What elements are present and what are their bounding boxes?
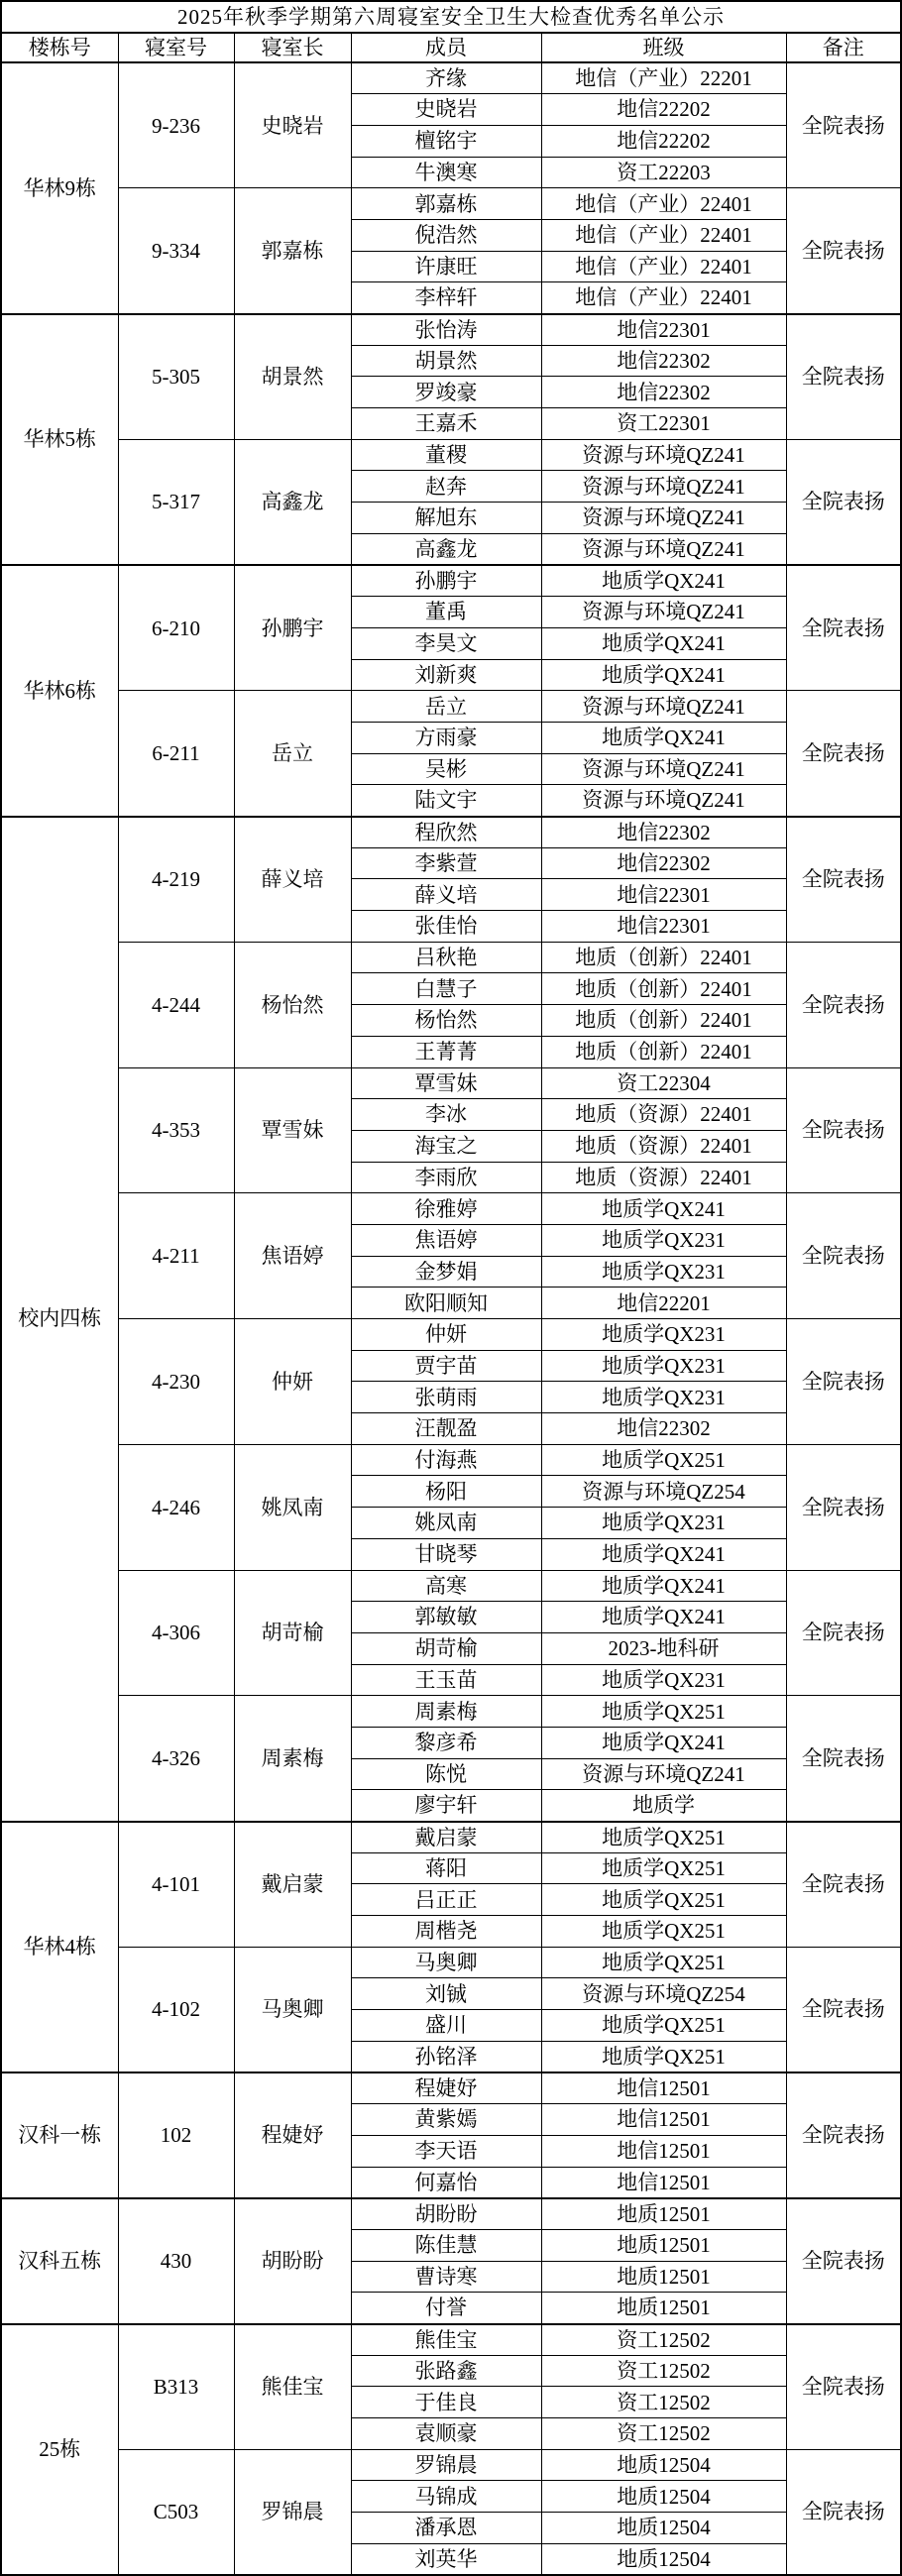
remark-cell: 全院表扬 bbox=[786, 2324, 901, 2450]
room-cell: 6-211 bbox=[118, 691, 234, 817]
room-cell: 4-211 bbox=[118, 1193, 234, 1319]
column-header-building: 楼栋号 bbox=[1, 33, 118, 62]
member-class-cell: 地质学QX251 bbox=[541, 1916, 786, 1948]
remark-cell: 全院表扬 bbox=[786, 314, 901, 440]
member-name-cell: 刘铖 bbox=[351, 1978, 541, 2010]
table-row bbox=[1, 62, 901, 94]
member-class-cell: 资工22301 bbox=[541, 408, 786, 440]
member-class-cell: 资源与环境QZ241 bbox=[541, 785, 786, 817]
member-name-cell: 胡苛榆 bbox=[351, 1632, 541, 1664]
member-name-cell: 海宝之 bbox=[351, 1130, 541, 1162]
member-name-cell: 刘新爽 bbox=[351, 659, 541, 691]
member-class-cell: 地质学QX241 bbox=[541, 1602, 786, 1633]
member-class-cell: 资工12502 bbox=[541, 2324, 786, 2356]
member-class-cell: 地信12501 bbox=[541, 2104, 786, 2136]
member-class-cell: 资源与环境QZ241 bbox=[541, 691, 786, 723]
table-row bbox=[1, 314, 901, 346]
member-name-cell: 程婕妤 bbox=[351, 2072, 541, 2104]
member-class-cell: 地质12504 bbox=[541, 2513, 786, 2544]
member-class-cell: 地质学QX241 bbox=[541, 1727, 786, 1758]
member-name-cell: 付誉 bbox=[351, 2293, 541, 2324]
member-name-cell: 何嘉怡 bbox=[351, 2167, 541, 2198]
member-name-cell: 甘晓琴 bbox=[351, 1538, 541, 1570]
page-title: 2025年秋季学期第六周寝室安全卫生大检查优秀名单公示 bbox=[1, 1, 901, 33]
member-class-cell: 地质学QX231 bbox=[541, 1508, 786, 1539]
member-name-cell: 盛川 bbox=[351, 2010, 541, 2042]
member-name-cell: 孙铭泽 bbox=[351, 2041, 541, 2072]
remark-cell: 全院表扬 bbox=[786, 817, 901, 943]
member-name-cell: 李梓轩 bbox=[351, 282, 541, 314]
room-cell: 4-102 bbox=[118, 1947, 234, 2072]
member-class-cell: 地质（创新）22401 bbox=[541, 1005, 786, 1037]
member-class-cell: 资源与环境QZ254 bbox=[541, 1978, 786, 2010]
table-row bbox=[1, 817, 901, 848]
column-header-class: 班级 bbox=[541, 33, 786, 62]
member-name-cell: 于佳良 bbox=[351, 2387, 541, 2418]
member-name-cell: 李天语 bbox=[351, 2135, 541, 2167]
member-name-cell: 黎彦希 bbox=[351, 1727, 541, 1758]
member-class-cell: 地信22202 bbox=[541, 125, 786, 157]
building-cell: 华林9栋 bbox=[1, 62, 118, 314]
member-name-cell: 许康旺 bbox=[351, 251, 541, 282]
member-class-cell: 地信22201 bbox=[541, 1288, 786, 1319]
member-class-cell: 地信（产业）22201 bbox=[541, 62, 786, 94]
member-name-cell: 张佳怡 bbox=[351, 911, 541, 943]
member-class-cell: 地质学QX231 bbox=[541, 1319, 786, 1351]
member-name-cell: 周素梅 bbox=[351, 1696, 541, 1728]
remark-cell: 全院表扬 bbox=[786, 565, 901, 691]
member-name-cell: 周楷尧 bbox=[351, 1916, 541, 1948]
member-class-cell: 地质学QX241 bbox=[541, 659, 786, 691]
member-name-cell: 高寒 bbox=[351, 1570, 541, 1602]
remark-cell: 全院表扬 bbox=[786, 2449, 901, 2575]
room-cell: 430 bbox=[118, 2198, 234, 2324]
remark-cell: 全院表扬 bbox=[786, 188, 901, 314]
member-class-cell: 资工22304 bbox=[541, 1067, 786, 1099]
member-name-cell: 吕秋艳 bbox=[351, 942, 541, 973]
member-class-cell: 地信（产业）22401 bbox=[541, 219, 786, 251]
member-class-cell: 地质学QX251 bbox=[541, 1884, 786, 1916]
member-name-cell: 徐雅婷 bbox=[351, 1193, 541, 1225]
table-row bbox=[1, 1444, 901, 1476]
leader-cell: 周素梅 bbox=[234, 1696, 351, 1822]
member-class-cell: 地质12504 bbox=[541, 2449, 786, 2481]
column-header-room: 寝室号 bbox=[118, 33, 234, 62]
member-name-cell: 蒋阳 bbox=[351, 1852, 541, 1884]
room-cell: 5-305 bbox=[118, 314, 234, 440]
member-class-cell: 地信22302 bbox=[541, 345, 786, 377]
member-name-cell: 王玉苗 bbox=[351, 1664, 541, 1696]
member-class-cell: 地信22302 bbox=[541, 377, 786, 408]
leader-cell: 熊佳宝 bbox=[234, 2324, 351, 2450]
member-name-cell: 董禹 bbox=[351, 597, 541, 628]
room-cell: 4-246 bbox=[118, 1444, 234, 1570]
member-class-cell: 资源与环境QZ241 bbox=[541, 533, 786, 565]
room-cell: B313 bbox=[118, 2324, 234, 2450]
member-name-cell: 杨阳 bbox=[351, 1476, 541, 1508]
member-class-cell: 地质（创新）22401 bbox=[541, 973, 786, 1005]
member-class-cell: 2023-地科研 bbox=[541, 1632, 786, 1664]
member-class-cell: 地质12501 bbox=[541, 2229, 786, 2261]
leader-cell: 姚凤南 bbox=[234, 1444, 351, 1570]
table-row bbox=[1, 1696, 901, 1728]
leader-cell: 郭嘉栋 bbox=[234, 188, 351, 314]
remark-cell: 全院表扬 bbox=[786, 1319, 901, 1445]
leader-cell: 高鑫龙 bbox=[234, 439, 351, 565]
member-name-cell: 孙鹏宇 bbox=[351, 565, 541, 597]
member-class-cell: 地质学QX231 bbox=[541, 1256, 786, 1288]
member-name-cell: 廖宇轩 bbox=[351, 1790, 541, 1822]
member-name-cell: 檀铭宇 bbox=[351, 125, 541, 157]
table-row bbox=[1, 1822, 901, 1853]
member-class-cell: 地质学QX241 bbox=[541, 1570, 786, 1602]
room-cell: 4-326 bbox=[118, 1696, 234, 1822]
table-row bbox=[1, 942, 901, 973]
remark-cell: 全院表扬 bbox=[786, 1444, 901, 1570]
member-name-cell: 李雨欣 bbox=[351, 1162, 541, 1193]
member-class-cell: 地质学QX251 bbox=[541, 1947, 786, 1978]
leader-cell: 孙鹏宇 bbox=[234, 565, 351, 691]
column-header-member: 成员 bbox=[351, 33, 541, 62]
member-name-cell: 李冰 bbox=[351, 1099, 541, 1131]
room-cell: 9-236 bbox=[118, 62, 234, 188]
member-name-cell: 姚凤南 bbox=[351, 1508, 541, 1539]
table-row bbox=[1, 565, 901, 597]
member-name-cell: 程欣然 bbox=[351, 817, 541, 848]
member-class-cell: 资工12502 bbox=[541, 2387, 786, 2418]
table-row bbox=[1, 439, 901, 471]
leader-cell: 覃雪妹 bbox=[234, 1067, 351, 1193]
table-row bbox=[1, 1947, 901, 1978]
leader-cell: 岳立 bbox=[234, 691, 351, 817]
leader-cell: 胡景然 bbox=[234, 314, 351, 440]
member-name-cell: 齐缘 bbox=[351, 62, 541, 94]
room-cell: 102 bbox=[118, 2072, 234, 2198]
member-class-cell: 地质学QX251 bbox=[541, 1822, 786, 1853]
member-name-cell: 胡盼盼 bbox=[351, 2198, 541, 2230]
member-class-cell: 地质（创新）22401 bbox=[541, 942, 786, 973]
member-name-cell: 曹诗寒 bbox=[351, 2261, 541, 2293]
member-class-cell: 地信12501 bbox=[541, 2167, 786, 2198]
member-name-cell: 杨怡然 bbox=[351, 1005, 541, 1037]
member-name-cell: 仲妍 bbox=[351, 1319, 541, 1351]
room-cell: 4-306 bbox=[118, 1570, 234, 1696]
leader-cell: 罗锦晨 bbox=[234, 2449, 351, 2575]
member-class-cell: 地质（资源）22401 bbox=[541, 1099, 786, 1131]
member-name-cell: 赵奔 bbox=[351, 471, 541, 503]
member-class-cell: 地信（产业）22401 bbox=[541, 188, 786, 220]
column-header-remark: 备注 bbox=[786, 33, 901, 62]
remark-cell: 全院表扬 bbox=[786, 62, 901, 188]
member-class-cell: 地质学QX251 bbox=[541, 2010, 786, 2042]
member-class-cell: 地信（产业）22401 bbox=[541, 251, 786, 282]
member-name-cell: 史晓岩 bbox=[351, 94, 541, 126]
member-name-cell: 陈佳慧 bbox=[351, 2229, 541, 2261]
member-name-cell: 郭敏敏 bbox=[351, 1602, 541, 1633]
room-cell: 4-101 bbox=[118, 1822, 234, 1948]
member-name-cell: 熊佳宝 bbox=[351, 2324, 541, 2356]
member-name-cell: 金梦娟 bbox=[351, 1256, 541, 1288]
member-name-cell: 焦语婷 bbox=[351, 1224, 541, 1256]
member-class-cell: 资工12502 bbox=[541, 2418, 786, 2450]
member-class-cell: 资工12502 bbox=[541, 2355, 786, 2387]
table-row bbox=[1, 2198, 901, 2230]
table-row bbox=[1, 1319, 901, 1351]
member-class-cell: 地质学QX251 bbox=[541, 1444, 786, 1476]
member-class-cell: 地质12501 bbox=[541, 2198, 786, 2230]
table-row bbox=[1, 1067, 901, 1099]
member-class-cell: 资源与环境QZ254 bbox=[541, 1476, 786, 1508]
member-class-cell: 资源与环境QZ241 bbox=[541, 503, 786, 534]
member-name-cell: 袁顺豪 bbox=[351, 2418, 541, 2450]
remark-cell: 全院表扬 bbox=[786, 2198, 901, 2324]
room-cell: 4-230 bbox=[118, 1319, 234, 1445]
member-name-cell: 岳立 bbox=[351, 691, 541, 723]
remark-cell: 全院表扬 bbox=[786, 1947, 901, 2072]
room-cell: 4-219 bbox=[118, 817, 234, 943]
member-class-cell: 地信22302 bbox=[541, 847, 786, 879]
member-name-cell: 胡景然 bbox=[351, 345, 541, 377]
remark-cell: 全院表扬 bbox=[786, 1822, 901, 1948]
title-row bbox=[1, 1, 901, 33]
member-class-cell: 地质学QX231 bbox=[541, 1664, 786, 1696]
member-name-cell: 李昊文 bbox=[351, 627, 541, 659]
table-row bbox=[1, 2324, 901, 2356]
member-name-cell: 方雨豪 bbox=[351, 722, 541, 753]
leader-cell: 杨怡然 bbox=[234, 942, 351, 1067]
remark-cell: 全院表扬 bbox=[786, 1570, 901, 1696]
table-row bbox=[1, 188, 901, 220]
room-cell: 4-353 bbox=[118, 1067, 234, 1193]
leader-cell: 胡盼盼 bbox=[234, 2198, 351, 2324]
member-class-cell: 资工22203 bbox=[541, 157, 786, 188]
member-class-cell: 资源与环境QZ241 bbox=[541, 471, 786, 503]
member-name-cell: 戴启蒙 bbox=[351, 1822, 541, 1853]
member-name-cell: 覃雪妹 bbox=[351, 1067, 541, 1099]
member-class-cell: 地质学QX241 bbox=[541, 1538, 786, 1570]
member-class-cell: 地质12504 bbox=[541, 2481, 786, 2513]
member-name-cell: 郭嘉栋 bbox=[351, 188, 541, 220]
member-name-cell: 解旭东 bbox=[351, 503, 541, 534]
member-class-cell: 地质学QX231 bbox=[541, 1382, 786, 1413]
member-name-cell: 刘英华 bbox=[351, 2543, 541, 2575]
member-name-cell: 薛义培 bbox=[351, 879, 541, 911]
table-row bbox=[1, 1570, 901, 1602]
leader-cell: 薛义培 bbox=[234, 817, 351, 943]
table-row bbox=[1, 2072, 901, 2104]
member-class-cell: 地质学QX241 bbox=[541, 722, 786, 753]
member-class-cell: 地质（资源）22401 bbox=[541, 1162, 786, 1193]
member-name-cell: 罗锦晨 bbox=[351, 2449, 541, 2481]
member-class-cell: 地质学QX251 bbox=[541, 2041, 786, 2072]
member-class-cell: 地信22302 bbox=[541, 817, 786, 848]
member-class-cell: 地质（创新）22401 bbox=[541, 1036, 786, 1067]
member-name-cell: 吴彬 bbox=[351, 753, 541, 785]
remark-cell: 全院表扬 bbox=[786, 1067, 901, 1193]
member-class-cell: 资源与环境QZ241 bbox=[541, 439, 786, 471]
member-name-cell: 黄紫嫣 bbox=[351, 2104, 541, 2136]
room-cell: 4-244 bbox=[118, 942, 234, 1067]
member-class-cell: 地信22301 bbox=[541, 314, 786, 346]
member-name-cell: 陆文宇 bbox=[351, 785, 541, 817]
member-class-cell: 资源与环境QZ241 bbox=[541, 597, 786, 628]
column-header-leader: 寝室长 bbox=[234, 33, 351, 62]
member-class-cell: 地质学QX231 bbox=[541, 1224, 786, 1256]
table-row bbox=[1, 2449, 901, 2481]
member-name-cell: 罗竣豪 bbox=[351, 377, 541, 408]
member-name-cell: 欧阳顺知 bbox=[351, 1288, 541, 1319]
member-class-cell: 地质学QX251 bbox=[541, 1852, 786, 1884]
table-row bbox=[1, 691, 901, 723]
member-name-cell: 张路鑫 bbox=[351, 2355, 541, 2387]
room-cell: 9-334 bbox=[118, 188, 234, 314]
remark-cell: 全院表扬 bbox=[786, 439, 901, 565]
member-class-cell: 地质学QX251 bbox=[541, 1696, 786, 1728]
member-name-cell: 付海燕 bbox=[351, 1444, 541, 1476]
member-name-cell: 白慧子 bbox=[351, 973, 541, 1005]
member-name-cell: 马奥卿 bbox=[351, 1947, 541, 1978]
leader-cell: 焦语婷 bbox=[234, 1193, 351, 1319]
room-cell: C503 bbox=[118, 2449, 234, 2575]
building-cell: 校内四栋 bbox=[1, 817, 118, 1822]
member-class-cell: 地信22301 bbox=[541, 879, 786, 911]
leader-cell: 程婕妤 bbox=[234, 2072, 351, 2198]
leader-cell: 仲妍 bbox=[234, 1319, 351, 1445]
building-cell: 汉科一栋 bbox=[1, 2072, 118, 2198]
remark-cell: 全院表扬 bbox=[786, 2072, 901, 2198]
member-name-cell: 潘承恩 bbox=[351, 2513, 541, 2544]
remark-cell: 全院表扬 bbox=[786, 942, 901, 1067]
member-class-cell: 资源与环境QZ241 bbox=[541, 753, 786, 785]
member-class-cell: 地质学QX231 bbox=[541, 1350, 786, 1382]
member-class-cell: 地质学QX241 bbox=[541, 565, 786, 597]
remark-cell: 全院表扬 bbox=[786, 1696, 901, 1822]
member-class-cell: 地信（产业）22401 bbox=[541, 282, 786, 314]
member-class-cell: 地质学QX241 bbox=[541, 627, 786, 659]
remark-cell: 全院表扬 bbox=[786, 1193, 901, 1319]
remark-cell: 全院表扬 bbox=[786, 691, 901, 817]
leader-cell: 马奥卿 bbox=[234, 1947, 351, 2072]
member-name-cell: 董稷 bbox=[351, 439, 541, 471]
member-class-cell: 地质学QX241 bbox=[541, 1193, 786, 1225]
member-name-cell: 吕正正 bbox=[351, 1884, 541, 1916]
leader-cell: 史晓岩 bbox=[234, 62, 351, 188]
member-class-cell: 地质（资源）22401 bbox=[541, 1130, 786, 1162]
member-name-cell: 王菁菁 bbox=[351, 1036, 541, 1067]
member-name-cell: 牛澳寒 bbox=[351, 157, 541, 188]
building-cell: 华林4栋 bbox=[1, 1822, 118, 2073]
member-class-cell: 地质12504 bbox=[541, 2543, 786, 2575]
member-name-cell: 王嘉禾 bbox=[351, 408, 541, 440]
leader-cell: 胡苛榆 bbox=[234, 1570, 351, 1696]
building-cell: 25栋 bbox=[1, 2324, 118, 2576]
room-cell: 5-317 bbox=[118, 439, 234, 565]
building-cell: 华林5栋 bbox=[1, 314, 118, 566]
member-name-cell: 张萌雨 bbox=[351, 1382, 541, 1413]
member-name-cell: 马锦成 bbox=[351, 2481, 541, 2513]
member-name-cell: 汪靓盈 bbox=[351, 1413, 541, 1445]
building-cell: 华林6栋 bbox=[1, 565, 118, 817]
member-name-cell: 李紫萱 bbox=[351, 847, 541, 879]
room-cell: 6-210 bbox=[118, 565, 234, 691]
member-name-cell: 高鑫龙 bbox=[351, 533, 541, 565]
member-class-cell: 地质学 bbox=[541, 1790, 786, 1822]
member-class-cell: 地质12501 bbox=[541, 2293, 786, 2324]
table-row bbox=[1, 1193, 901, 1225]
member-name-cell: 张怡涛 bbox=[351, 314, 541, 346]
leader-cell: 戴启蒙 bbox=[234, 1822, 351, 1948]
member-class-cell: 地信22202 bbox=[541, 94, 786, 126]
member-class-cell: 资源与环境QZ241 bbox=[541, 1758, 786, 1790]
member-class-cell: 地信22301 bbox=[541, 911, 786, 943]
member-name-cell: 陈悦 bbox=[351, 1758, 541, 1790]
member-class-cell: 地质12501 bbox=[541, 2261, 786, 2293]
member-name-cell: 倪浩然 bbox=[351, 219, 541, 251]
column-header-row bbox=[1, 33, 901, 62]
member-name-cell: 贾宇苗 bbox=[351, 1350, 541, 1382]
member-class-cell: 地信12501 bbox=[541, 2072, 786, 2104]
member-class-cell: 地信22302 bbox=[541, 1413, 786, 1445]
building-cell: 汉科五栋 bbox=[1, 2198, 118, 2324]
member-class-cell: 地信12501 bbox=[541, 2135, 786, 2167]
